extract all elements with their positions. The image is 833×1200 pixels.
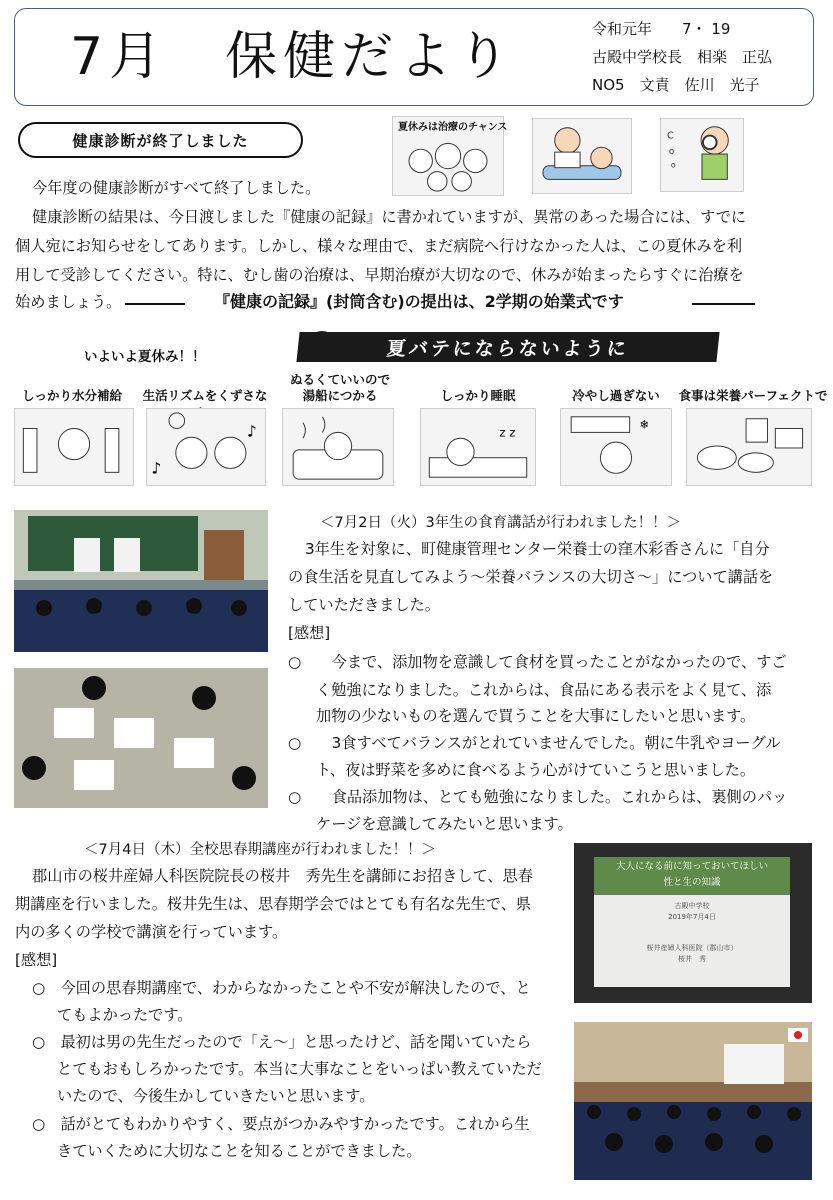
tip-label-nutrition: 食事は栄養パーフェクトで: [678, 388, 828, 403]
nutrition-impression-1-line-1: ○ 今まで、添加物を意識して食材を買ったことがなかったので、すご: [288, 653, 787, 671]
nutrition-lecture-heading: ＜7月2日（火）3年生の食育講話が行われました！！＞: [320, 515, 682, 531]
puberty-impression-1-line-2: てもよかったです。: [57, 1006, 193, 1024]
slide-details: [594, 901, 790, 965]
rhythm-illustration: [146, 408, 266, 486]
checkup-line-5: 始めましょう。: [15, 293, 122, 311]
illustration-caption: 夏休みは治療のチャンス: [398, 122, 508, 133]
divider-right: [692, 303, 755, 305]
puberty-impression-2-line-3: いたので、今後生かしていきたいと思います。: [57, 1087, 375, 1105]
principal-name: 古殿中学校長 相楽 正弘: [592, 48, 773, 66]
checkup-line-4: 用して受診してください。特に、むし歯の治療は、早期治療が大切なので、休みが始まったらすぐに治療を: [15, 266, 744, 284]
puberty-impression-2-line-1: ○ 最初は男の先生だったので「え～」と思ったけど、話を聞いていたら: [32, 1033, 532, 1051]
page-title: 7月 保健だより: [70, 27, 516, 87]
puberty-impression-3-line-1: ○ 話がとてもわかりやすく、要点がつかみやすかったです。これから生: [32, 1115, 530, 1133]
cooling-illustration: [560, 408, 672, 486]
puberty-impression-1-line-1: ○ 今回の思春期講座で、わからなかったことや不安が解決したので、と: [32, 979, 531, 997]
svg-text:♪: ♪: [151, 459, 162, 478]
nutrition-impressions-label: [感想]: [288, 624, 331, 642]
tip-label-bath: ぬるくていいので 湯船につかる: [289, 372, 390, 403]
summer-fatigue-banner: 夏バテにならないように: [296, 332, 719, 362]
puberty-line-3: 内の多くの学校で講演を行っています。: [15, 923, 288, 941]
nutrition-impression-3-line-2: ケージを意識してみたいと思います。: [316, 815, 573, 833]
nutrition-impression-3-line-1: ○ 食品添加物は、とても勉強になりました。これからは、裏側のパッ: [288, 788, 788, 806]
slide-title: [594, 859, 790, 891]
nutrition-line-1: 3年生を対象に、町健康管理センター栄養士の窪木彩香さんに「自分: [305, 540, 770, 558]
section-heading-checkup: 健康診断が終了しました: [18, 122, 303, 158]
puberty-impression-2-line-2: とてもおもしろかったです。本当に大事なことをいっぱい教えていただ: [57, 1060, 542, 1078]
svg-text:♪: ♪: [246, 422, 257, 441]
puberty-impression-3-line-2: きていくために大切なことを知ることができました。: [57, 1142, 422, 1160]
puberty-impressions-label: [感想]: [15, 951, 58, 969]
nutrition-impression-2-line-2: ト、夜は野菜を多めに食べるよう心がけていこうと思いました。: [316, 761, 756, 779]
lecture-slide-photo: [574, 843, 812, 1003]
slide-title-line-1: 大人になる前に知っておいてほしい: [615, 861, 768, 872]
puberty-line-2: 期講座を行いました。桜井先生は、思春期学会ではとても有名な先生で、県: [15, 895, 532, 913]
checkup-line-2: 健康診断の結果は、今日渡しました『健康の記録』に書かれていますが、異常のあった場合には、すでに: [32, 208, 747, 226]
issue-date: 令和元年 7・ 19: [592, 20, 731, 38]
puberty-line-1: 郡山市の桜井産婦人科医院院長の桜井 秀先生を講師にお招きして、思春: [32, 867, 533, 885]
slide-hospital: 桜井産婦人科医院（郡山市）: [646, 944, 738, 952]
nutrition-line-2: の食生活を見直してみよう～栄養バランスの大切さ～」について講話を: [288, 568, 774, 586]
magnifier-child-illustration: [660, 118, 744, 192]
nutrition-line-3: していただきました。: [288, 596, 440, 614]
tip-label-rhythm: 生活リズムをくずさな: [142, 388, 268, 403]
svg-text:o: o: [670, 160, 676, 170]
slide-date: 2019年7月4日: [668, 913, 716, 921]
tip-label-sleep: しっかり睡眠: [440, 388, 516, 403]
sleep-illustration: [420, 408, 536, 486]
nutrition-illustration: [686, 408, 812, 486]
tip-label-cooling: 冷やし過ぎない: [572, 388, 660, 403]
slide-school: 古殿中学校: [674, 902, 710, 910]
hydration-illustration: [14, 408, 134, 486]
dentist-illustration: [532, 118, 632, 194]
svg-text:❄: ❄: [639, 417, 650, 432]
checkup-line-1: 今年度の健康診断がすべて終了しました。: [32, 179, 321, 197]
svg-text:C: C: [666, 130, 674, 142]
slide-title-line-2: 性と生の知識: [663, 877, 721, 888]
puberty-lecture-heading: ＜7月4日（木）全校思春期講座が行われました！！＞: [84, 842, 436, 858]
nutrition-lecture-photo: [14, 510, 268, 652]
bath-illustration: [282, 408, 394, 486]
svg-text:z z: z z: [499, 425, 516, 440]
summer-intro: いよいよ夏休み！！: [84, 349, 206, 365]
nutrition-impression-2-line-1: ○ 3食すべてバランスがとれていませんでした。朝に牛乳やヨーグル: [288, 734, 781, 752]
checkup-line-3: 個人宛にお知らせをしてあります。しかし、様々な理由で、まだ病院へ行けなかった人は、この夏休みを利: [15, 237, 743, 255]
slide-speaker: 桜井 秀: [678, 955, 706, 963]
svg-text:o: o: [668, 147, 675, 158]
divider-left: [125, 303, 185, 305]
gym-lecture-photo: [574, 1022, 812, 1180]
nutrition-impression-1-line-2: く勉強になりました。これからは、食品にある表示をよく見て、添: [316, 681, 772, 699]
nutrition-impression-1-line-3: 加物の少ないものを選んで買うことを大事にしたいと思います。: [316, 707, 756, 725]
issue-number-author: NO5 文責 佐川 光子: [592, 76, 760, 94]
worksheet-activity-photo: [14, 668, 268, 808]
submission-notice: 『健康の記録』(封筒含む)の提出は、2学期の始業式です: [214, 292, 624, 311]
tip-label-hydration: しっかり水分補給: [21, 388, 122, 403]
